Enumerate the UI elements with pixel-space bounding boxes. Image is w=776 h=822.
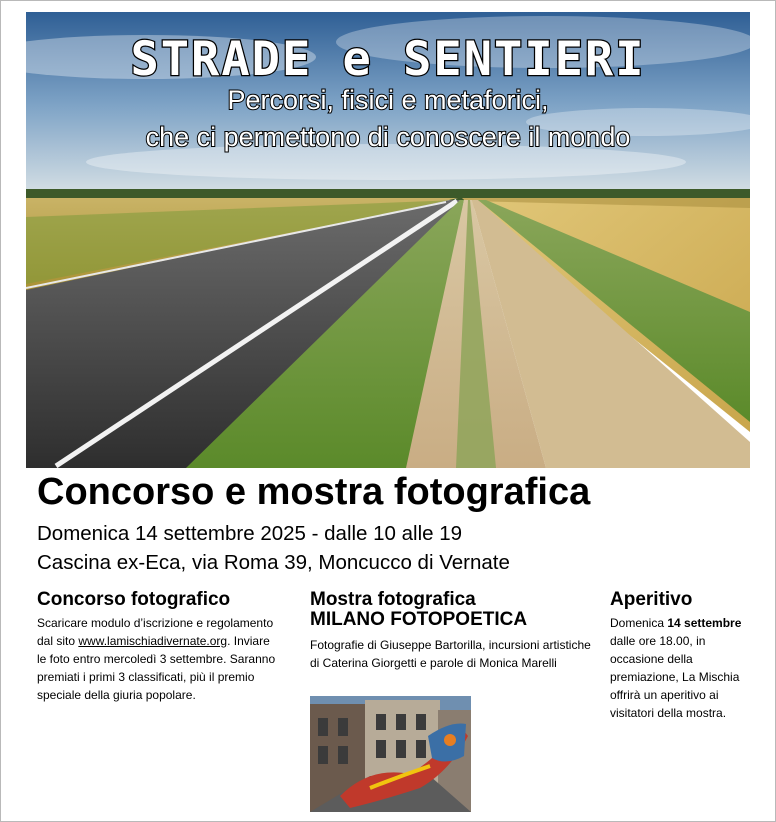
- contest-column: [37, 590, 282, 704]
- exhibition-description: Fotografie di Giuseppe Bartorilla, incursioni artistiche di Caterina Giorgetti e parole di Monica Marelli: [310, 638, 591, 670]
- contest-text-after-link: . Inviare le foto entro mercoledì 3 settembre. Saranno premiati i primi 3 classificati, più il premio speciale della giuria popolare.: [37, 634, 276, 702]
- contest-text-before-link: Scaricare modulo d’iscrizione e regolamento dal sito: [37, 616, 274, 648]
- aperitivo-title: Aperitivo: [610, 589, 693, 610]
- event-date: Domenica 14 settembre 2025 - dalle 10 alle 19: [37, 522, 463, 545]
- hero-image: [26, 12, 750, 468]
- contest-text: [37, 614, 282, 704]
- hero-subtitle-line2: che ci permettono di conoscere il mondo: [145, 122, 631, 152]
- aperitivo-text-after-bold: dalle ore 18.00, in occasione della premiazione, La Mischia offrirà un aperitivo ai visitatori della mostra.: [610, 634, 740, 720]
- aperitivo-column: [610, 590, 760, 722]
- hero-subtitle-line1: Percorsi, fisici e metaforici,: [227, 85, 549, 115]
- milano-street-photo-illustration: [310, 696, 471, 812]
- hero-title: STRADE e SENTIERI: [130, 32, 646, 87]
- contest-title: Concorso fotografico: [37, 589, 231, 610]
- aperitivo-date: 14 settembre: [667, 616, 742, 630]
- exhibition-column: [310, 590, 600, 672]
- exhibition-photo: [310, 696, 471, 812]
- event-headline: Concorso e mostra fotografica: [37, 471, 591, 513]
- event-place: Cascina ex-Eca, via Roma 39, Moncucco di Vernate: [37, 551, 510, 574]
- exhibition-title: Mostra fotografica: [310, 589, 476, 610]
- contest-website-link[interactable]: www.lamischiadivernate.org: [78, 634, 228, 648]
- aperitivo-text-before-bold: Domenica: [610, 616, 668, 630]
- aperitivo-text: [610, 614, 760, 722]
- exhibition-name: MILANO FOTOPOETICA: [310, 609, 528, 630]
